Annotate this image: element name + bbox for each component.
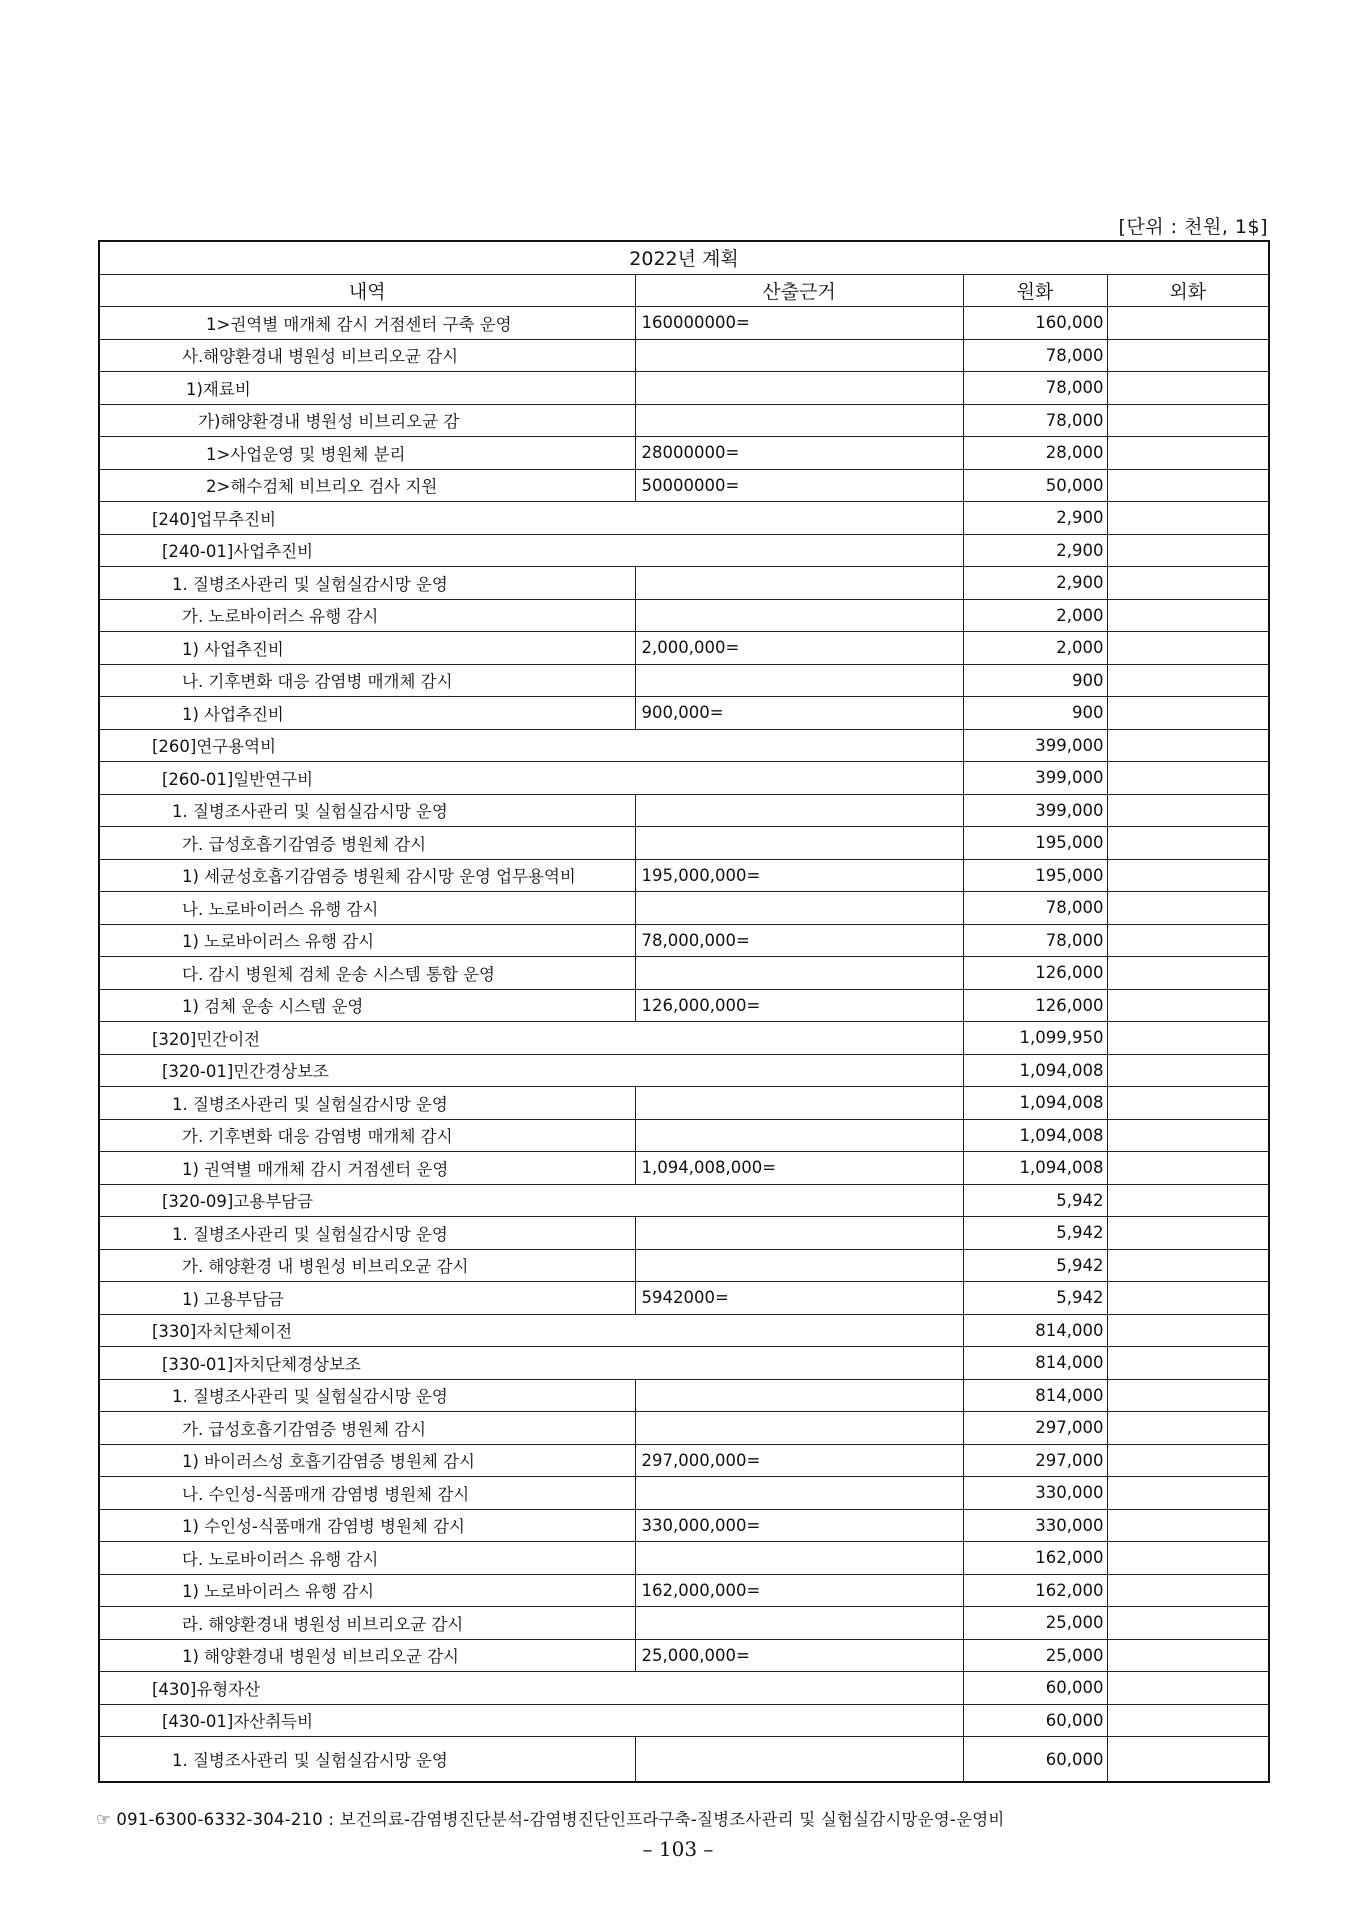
basis-cell xyxy=(635,1412,963,1445)
item-cell: 1) 권역별 매개체 감시 거점센터 운영 xyxy=(99,1152,635,1185)
item-cell: 1) 세균성호흡기감염증 병원체 감시망 운영 업무용역비 xyxy=(99,859,635,892)
foreign-cell xyxy=(1107,697,1269,730)
foreign-cell xyxy=(1107,892,1269,925)
krw-cell: 2,900 xyxy=(963,567,1107,600)
footnote: ☞ 091-6300-6332-304-210 : 보건의료-감염병진단분석-감염병진단인프라구축-질병조사관리 및 실험실감시망운영-운영비 xyxy=(96,1810,1005,1829)
krw-cell: 160,000 xyxy=(963,307,1107,340)
foreign-cell xyxy=(1107,1217,1269,1250)
table-row xyxy=(99,1542,1269,1575)
foreign-cell xyxy=(1107,1607,1269,1640)
item-cell: [240]업무추진비 xyxy=(99,502,963,535)
basis-cell: 330,000,000= xyxy=(635,1509,963,1542)
krw-cell: 330,000 xyxy=(963,1509,1107,1542)
table-row xyxy=(99,827,1269,860)
table-row xyxy=(99,567,1269,600)
foreign-cell xyxy=(1107,1379,1269,1412)
krw-cell: 162,000 xyxy=(963,1542,1107,1575)
page-number: – 103 – xyxy=(642,1837,714,1861)
item-cell: [240-01]사업추진비 xyxy=(99,534,963,567)
basis-cell: 160000000= xyxy=(635,307,963,340)
krw-cell: 78,000 xyxy=(963,404,1107,437)
table-row xyxy=(99,1184,1269,1217)
item-cell: 1)재료비 xyxy=(99,372,635,405)
table-row xyxy=(99,1379,1269,1412)
item-cell: 다. 감시 병원체 검체 운송 시스템 통합 운영 xyxy=(99,957,635,990)
krw-cell: 297,000 xyxy=(963,1412,1107,1445)
krw-cell: 5,942 xyxy=(963,1249,1107,1282)
basis-cell: 900,000= xyxy=(635,697,963,730)
item-cell: 1. 질병조사관리 및 실험실감시망 운영 xyxy=(99,1737,635,1783)
foreign-cell xyxy=(1107,859,1269,892)
table-row xyxy=(99,1022,1269,1055)
basis-cell xyxy=(635,664,963,697)
basis-cell: 1,094,008,000= xyxy=(635,1152,963,1185)
krw-cell: 1,099,950 xyxy=(963,1022,1107,1055)
table-row xyxy=(99,729,1269,762)
unit-label: [단위 : 천원, 1$] xyxy=(1118,216,1268,238)
item-cell: 1) 바이러스성 호흡기감염증 병원체 감시 xyxy=(99,1444,635,1477)
item-cell: 나. 노로바이러스 유행 감시 xyxy=(99,892,635,925)
foreign-cell xyxy=(1107,1639,1269,1672)
basis-cell xyxy=(635,1737,963,1783)
item-cell: 1. 질병조사관리 및 실험실감시망 운영 xyxy=(99,794,635,827)
foreign-cell xyxy=(1107,1347,1269,1380)
item-cell: 1. 질병조사관리 및 실험실감시망 운영 xyxy=(99,1379,635,1412)
basis-cell: 28000000= xyxy=(635,437,963,470)
table-row xyxy=(99,1477,1269,1510)
table-row xyxy=(99,762,1269,795)
table-row xyxy=(99,502,1269,535)
foreign-cell xyxy=(1107,1282,1269,1315)
table-row xyxy=(99,437,1269,470)
basis-cell: 50000000= xyxy=(635,469,963,502)
item-cell: 가. 급성호흡기감염증 병원체 감시 xyxy=(99,827,635,860)
foreign-cell xyxy=(1107,1672,1269,1705)
krw-cell: 60,000 xyxy=(963,1737,1107,1783)
krw-cell: 25,000 xyxy=(963,1639,1107,1672)
krw-cell: 60,000 xyxy=(963,1672,1107,1705)
table-row xyxy=(99,307,1269,340)
table-row xyxy=(99,339,1269,372)
krw-cell: 900 xyxy=(963,664,1107,697)
table-row xyxy=(99,1152,1269,1185)
item-cell: 1) 고용부담금 xyxy=(99,1282,635,1315)
foreign-cell xyxy=(1107,599,1269,632)
item-cell: 다. 노로바이러스 유행 감시 xyxy=(99,1542,635,1575)
column-header-krw: 원화 xyxy=(963,274,1107,307)
table-row xyxy=(99,1737,1269,1783)
basis-cell: 5942000= xyxy=(635,1282,963,1315)
basis-cell xyxy=(635,404,963,437)
foreign-cell xyxy=(1107,729,1269,762)
column-header-foreign: 외화 xyxy=(1107,274,1269,307)
table-row xyxy=(99,989,1269,1022)
table-row xyxy=(99,1509,1269,1542)
foreign-cell xyxy=(1107,1477,1269,1510)
foreign-cell xyxy=(1107,1152,1269,1185)
foreign-cell xyxy=(1107,1022,1269,1055)
item-cell: [430]유형자산 xyxy=(99,1672,963,1705)
basis-cell xyxy=(635,339,963,372)
basis-cell xyxy=(635,1119,963,1152)
table-row xyxy=(99,1672,1269,1705)
table-row xyxy=(99,1249,1269,1282)
item-cell: 1>사업운영 및 병원체 분리 xyxy=(99,437,635,470)
foreign-cell xyxy=(1107,1314,1269,1347)
basis-cell xyxy=(635,1379,963,1412)
foreign-cell xyxy=(1107,404,1269,437)
table-row xyxy=(99,1444,1269,1477)
foreign-cell xyxy=(1107,1574,1269,1607)
basis-cell: 297,000,000= xyxy=(635,1444,963,1477)
foreign-cell xyxy=(1107,1054,1269,1087)
krw-cell: 1,094,008 xyxy=(963,1152,1107,1185)
krw-cell: 2,900 xyxy=(963,502,1107,535)
krw-cell: 195,000 xyxy=(963,859,1107,892)
table-row xyxy=(99,892,1269,925)
foreign-cell xyxy=(1107,1249,1269,1282)
krw-cell: 2,000 xyxy=(963,632,1107,665)
table-row xyxy=(99,664,1269,697)
krw-cell: 5,942 xyxy=(963,1184,1107,1217)
krw-cell: 78,000 xyxy=(963,372,1107,405)
foreign-cell xyxy=(1107,1444,1269,1477)
foreign-cell xyxy=(1107,924,1269,957)
item-cell: [320-09]고용부담금 xyxy=(99,1184,963,1217)
table-row xyxy=(99,1314,1269,1347)
basis-cell: 195,000,000= xyxy=(635,859,963,892)
item-cell: [320-01]민간경상보조 xyxy=(99,1054,963,1087)
item-cell: [260-01]일반연구비 xyxy=(99,762,963,795)
foreign-cell xyxy=(1107,827,1269,860)
budget-table xyxy=(98,240,1270,1783)
foreign-cell xyxy=(1107,372,1269,405)
krw-cell: 78,000 xyxy=(963,339,1107,372)
krw-cell: 162,000 xyxy=(963,1574,1107,1607)
item-cell: 1) 노로바이러스 유행 감시 xyxy=(99,924,635,957)
item-cell: [330-01]자치단체경상보조 xyxy=(99,1347,963,1380)
table-row xyxy=(99,599,1269,632)
foreign-cell xyxy=(1107,1119,1269,1152)
item-cell: [330]자치단체이전 xyxy=(99,1314,963,1347)
krw-cell: 2,000 xyxy=(963,599,1107,632)
item-cell: 가. 해양환경 내 병원성 비브리오균 감시 xyxy=(99,1249,635,1282)
foreign-cell xyxy=(1107,1737,1269,1783)
krw-cell: 78,000 xyxy=(963,892,1107,925)
item-cell: 1) 해양환경내 병원성 비브리오균 감시 xyxy=(99,1639,635,1672)
item-cell: 1) 사업추진비 xyxy=(99,632,635,665)
foreign-cell xyxy=(1107,307,1269,340)
krw-cell: 814,000 xyxy=(963,1347,1107,1380)
table-row xyxy=(99,469,1269,502)
table-row xyxy=(99,859,1269,892)
foreign-cell xyxy=(1107,1412,1269,1445)
krw-cell: 814,000 xyxy=(963,1314,1107,1347)
foreign-cell xyxy=(1107,957,1269,990)
krw-cell: 900 xyxy=(963,697,1107,730)
foreign-cell xyxy=(1107,1704,1269,1737)
table-row xyxy=(99,1607,1269,1640)
item-cell: 사.해양환경내 병원성 비브리오균 감시 xyxy=(99,339,635,372)
basis-cell: 78,000,000= xyxy=(635,924,963,957)
table-row xyxy=(99,1412,1269,1445)
basis-cell xyxy=(635,567,963,600)
foreign-cell xyxy=(1107,1509,1269,1542)
krw-cell: 195,000 xyxy=(963,827,1107,860)
krw-cell: 399,000 xyxy=(963,729,1107,762)
item-cell: [320]민간이전 xyxy=(99,1022,963,1055)
table-row xyxy=(99,404,1269,437)
basis-cell xyxy=(635,794,963,827)
foreign-cell xyxy=(1107,469,1269,502)
table-row xyxy=(99,632,1269,665)
table-row xyxy=(99,1574,1269,1607)
foreign-cell xyxy=(1107,567,1269,600)
table-row xyxy=(99,1054,1269,1087)
foreign-cell xyxy=(1107,1087,1269,1120)
krw-cell: 50,000 xyxy=(963,469,1107,502)
foreign-cell xyxy=(1107,989,1269,1022)
item-cell: 나. 수인성-식품매개 감염병 병원체 감시 xyxy=(99,1477,635,1510)
krw-cell: 5,942 xyxy=(963,1282,1107,1315)
table-row xyxy=(99,1639,1269,1672)
basis-cell xyxy=(635,1477,963,1510)
foreign-cell xyxy=(1107,437,1269,470)
basis-cell xyxy=(635,1542,963,1575)
column-header-basis: 산출근거 xyxy=(635,274,963,307)
basis-cell xyxy=(635,1607,963,1640)
item-cell: 1) 노로바이러스 유행 감시 xyxy=(99,1574,635,1607)
foreign-cell xyxy=(1107,1542,1269,1575)
krw-cell: 297,000 xyxy=(963,1444,1107,1477)
foreign-cell xyxy=(1107,1184,1269,1217)
basis-cell xyxy=(635,1249,963,1282)
krw-cell: 60,000 xyxy=(963,1704,1107,1737)
table-row xyxy=(99,1119,1269,1152)
table-row xyxy=(99,534,1269,567)
basis-cell: 162,000,000= xyxy=(635,1574,963,1607)
item-cell: 1) 검체 운송 시스템 운영 xyxy=(99,989,635,1022)
foreign-cell xyxy=(1107,502,1269,535)
item-cell: 2>해수검체 비브리오 검사 지원 xyxy=(99,469,635,502)
foreign-cell xyxy=(1107,762,1269,795)
item-cell: [430-01]자산취득비 xyxy=(99,1704,963,1737)
table-row xyxy=(99,924,1269,957)
basis-cell xyxy=(635,1217,963,1250)
plan-year-header: 2022년 계획 xyxy=(99,241,1269,274)
krw-cell: 399,000 xyxy=(963,794,1107,827)
item-cell: 1) 사업추진비 xyxy=(99,697,635,730)
krw-cell: 1,094,008 xyxy=(963,1087,1107,1120)
item-cell: 가. 노로바이러스 유행 감시 xyxy=(99,599,635,632)
item-cell: 1. 질병조사관리 및 실험실감시망 운영 xyxy=(99,1217,635,1250)
krw-cell: 330,000 xyxy=(963,1477,1107,1510)
krw-cell: 2,900 xyxy=(963,534,1107,567)
foreign-cell xyxy=(1107,664,1269,697)
item-cell: 나. 기후변화 대응 감염병 매개체 감시 xyxy=(99,664,635,697)
foreign-cell xyxy=(1107,339,1269,372)
krw-cell: 1,094,008 xyxy=(963,1119,1107,1152)
item-cell: 가. 기후변화 대응 감염병 매개체 감시 xyxy=(99,1119,635,1152)
basis-cell xyxy=(635,1087,963,1120)
basis-cell: 126,000,000= xyxy=(635,989,963,1022)
column-header-row xyxy=(99,274,1269,307)
foreign-cell xyxy=(1107,534,1269,567)
item-cell: 1>권역별 매개체 감시 거점센터 구축 운영 xyxy=(99,307,635,340)
item-cell: 1. 질병조사관리 및 실험실감시망 운영 xyxy=(99,1087,635,1120)
krw-cell: 1,094,008 xyxy=(963,1054,1107,1087)
basis-cell: 2,000,000= xyxy=(635,632,963,665)
krw-cell: 814,000 xyxy=(963,1379,1107,1412)
krw-cell: 78,000 xyxy=(963,924,1107,957)
table-row xyxy=(99,1217,1269,1250)
table-row xyxy=(99,794,1269,827)
basis-cell xyxy=(635,372,963,405)
basis-cell xyxy=(635,957,963,990)
krw-cell: 28,000 xyxy=(963,437,1107,470)
basis-cell xyxy=(635,827,963,860)
krw-cell: 25,000 xyxy=(963,1607,1107,1640)
foreign-cell xyxy=(1107,794,1269,827)
item-cell: 라. 해양환경내 병원성 비브리오균 감시 xyxy=(99,1607,635,1640)
table-row xyxy=(99,957,1269,990)
krw-cell: 126,000 xyxy=(963,989,1107,1022)
item-cell: [260]연구용역비 xyxy=(99,729,963,762)
column-header-item: 내역 xyxy=(99,274,635,307)
krw-cell: 399,000 xyxy=(963,762,1107,795)
foreign-cell xyxy=(1107,632,1269,665)
item-cell: 1) 수인성-식품매개 감염병 병원체 감시 xyxy=(99,1509,635,1542)
item-cell: 가. 급성호흡기감염증 병원체 감시 xyxy=(99,1412,635,1445)
table-row xyxy=(99,1282,1269,1315)
krw-cell: 5,942 xyxy=(963,1217,1107,1250)
item-cell: 1. 질병조사관리 및 실험실감시망 운영 xyxy=(99,567,635,600)
basis-cell xyxy=(635,892,963,925)
table-row xyxy=(99,697,1269,730)
table-row xyxy=(99,1087,1269,1120)
basis-cell xyxy=(635,599,963,632)
table-row xyxy=(99,1704,1269,1737)
table-row xyxy=(99,1347,1269,1380)
krw-cell: 126,000 xyxy=(963,957,1107,990)
table-row xyxy=(99,372,1269,405)
basis-cell: 25,000,000= xyxy=(635,1639,963,1672)
item-cell: 가)해양환경내 병원성 비브리오균 감 xyxy=(99,404,635,437)
